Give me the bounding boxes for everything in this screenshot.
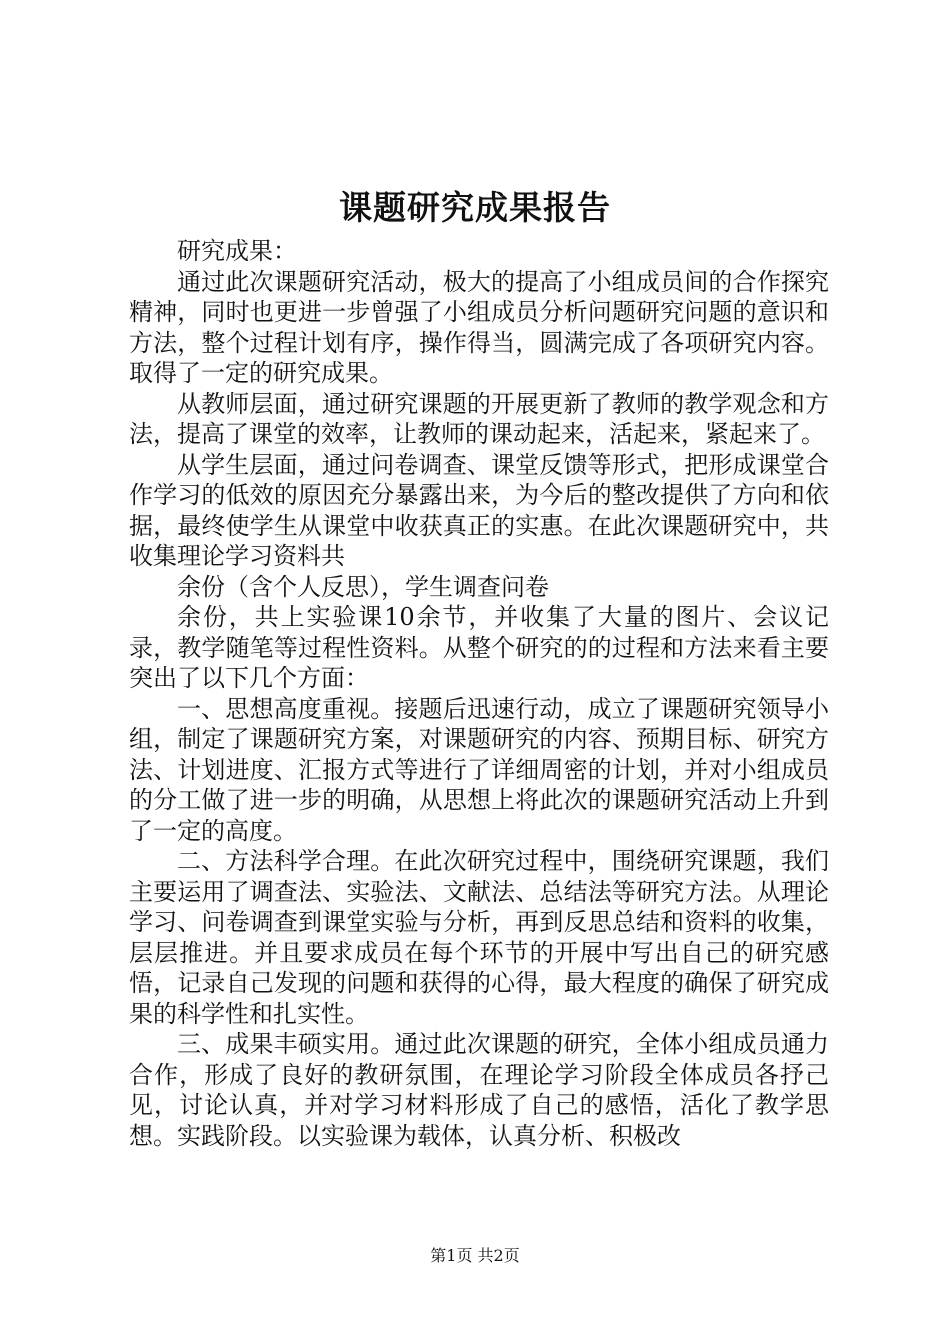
paragraph: 余份，共上实验课10余节，并收集了大量的图片、会议记录，教学随笔等过程性资料。从整个研究的的过程和方法来看主要突出了以下几个方面： — [129, 603, 829, 692]
paragraph: 二、方法科学合理。在此次研究过程中，围绕研究课题，我们主要运用了调查法、实验法、文献法、总结法等研究方法。从理论学习、问卷调查到课堂实验与分析，再到反思总结和资料的收集，层层推进。并且要求成员在每个环节的开展中写出自己的研究感悟，记录自己发现的问题和获得的心得，最大程度的确保了研究成果的科学性和扎实性。 — [129, 847, 829, 1028]
paragraph: 三、成果丰硕实用。通过此次课题的研究，全体小组成员通力合作，形成了良好的教研氛围，在理论学习阶段全体成员各抒己见，讨论认真，并对学习材料形成了自己的感悟，活化了教学思想。实践阶段。以实验课为载体，认真分析、积极改 — [129, 1030, 829, 1150]
document-body — [129, 236, 829, 1151]
paragraph: 一、思想高度重视。接题后迅速行动，成立了课题研究领导小组，制定了课题研究方案，对课题研究的内容、预期目标、研究方法、计划进度、汇报方式等进行了详细周密的计划，并对小组成员的分工做了进一步的明确，从思想上将此次的课题研究活动上升到了一定的高度。 — [129, 694, 829, 845]
document-title: 课题研究成果报告 — [339, 188, 611, 227]
paragraph: 从教师层面，通过研究课题的开展更新了教师的教学观念和方法，提高了课堂的效率，让教师的课动起来，活起来，紧起来了。 — [129, 389, 829, 448]
paragraph: 从学生层面，通过问卷调查、课堂反馈等形式，把形成课堂合作学习的低效的原因充分暴露出来，为今后的整改提供了方向和依据，最终使学生从课堂中收获真正的实惠。在此次课题研究中，共收集理论学习资料共 — [129, 450, 829, 570]
paragraph: 余份（含个人反思），学生调查问卷 — [177, 572, 549, 601]
paragraph: 通过此次课题研究活动，极大的提高了小组成员间的合作探究精神，同时也更进一步曾强了小组成员分析问题研究问题的意识和方法，整个过程计划有序，操作得当，圆满完成了各项研究内容。取得了一定的研究成果。 — [129, 267, 829, 387]
page-number-footer: 第1页 共2页 — [430, 1246, 520, 1265]
paragraph-heading: 研究成果： — [177, 237, 297, 265]
